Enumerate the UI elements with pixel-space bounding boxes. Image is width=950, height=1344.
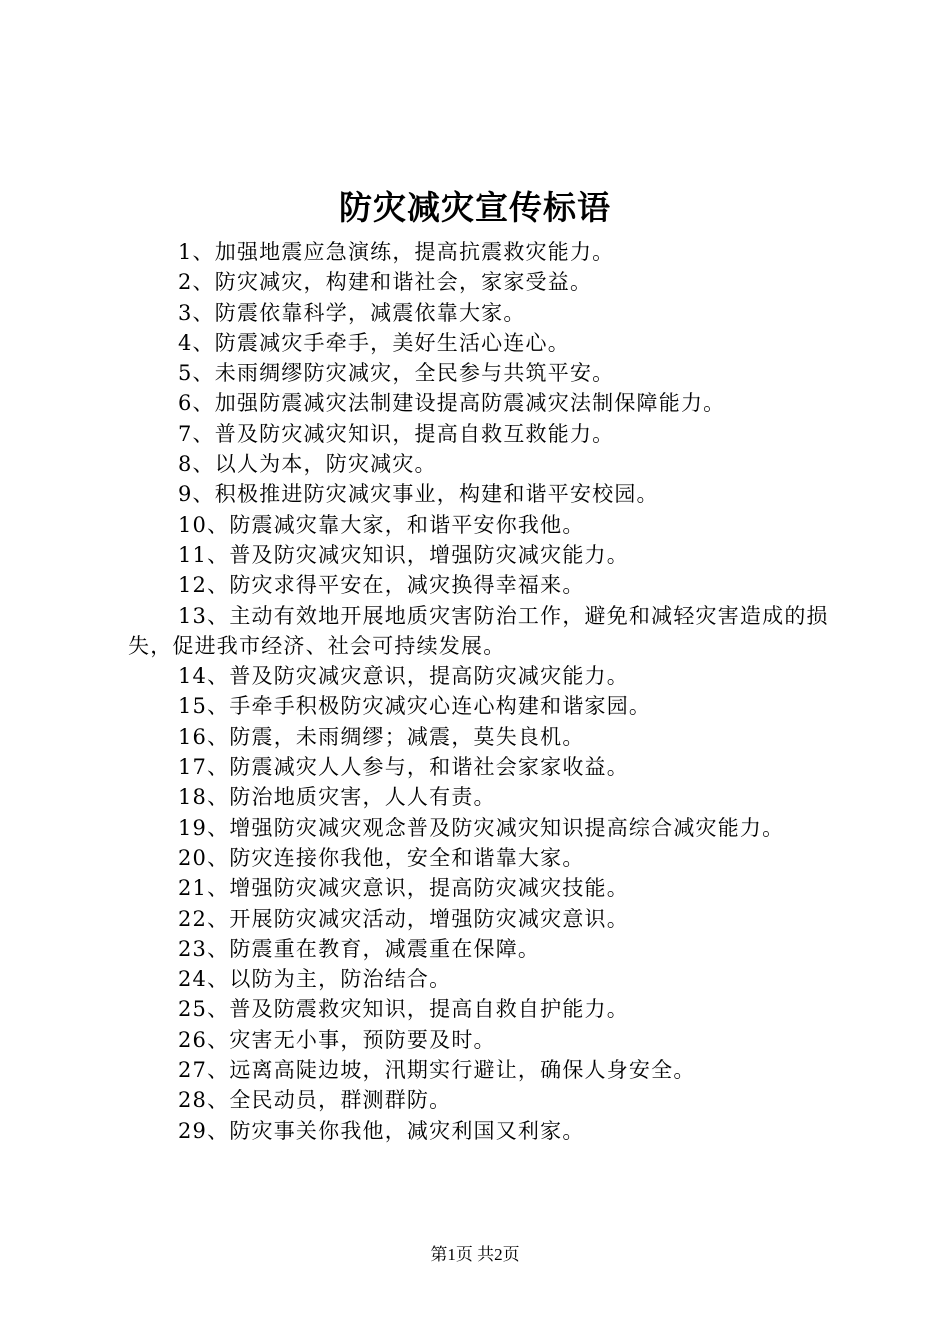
slogan-list (128, 237, 834, 1146)
list-item: 6、加强防震减灾法制建设提高防震减灾法制保障能力。 (178, 391, 726, 416)
list-item: 3、防震依靠科学，减震依靠大家。 (178, 300, 526, 325)
list-item: 14、普及防灾减灾意识，提高防灾减灾能力。 (178, 664, 629, 689)
list-item: 18、防治地质灾害，人人有责。 (178, 785, 496, 810)
list-item: 29、防灾事关你我他，减灾利国又利家。 (178, 1118, 585, 1143)
list-item: 13、主动有效地开展地质灾害防治工作，避免和减轻灾害造成的损失，促进我市经济、社会可持续发展。 (128, 603, 829, 658)
list-item: 7、普及防灾减灾知识，提高自救互救能力。 (178, 421, 615, 446)
list-item: 10、防震减灾靠大家，和谐平安你我他。 (178, 512, 585, 537)
list-item: 12、防灾求得平安在，减灾换得幸福来。 (178, 573, 585, 598)
list-item: 9、积极推进防灾减灾事业，构建和谐平安校园。 (178, 482, 659, 507)
list-item: 20、防灾连接你我他，安全和谐靠大家。 (178, 845, 585, 870)
list-item: 24、以防为主，防治结合。 (178, 967, 452, 992)
list-item: 15、手牵手积极防灾减灾心连心构建和谐家园。 (178, 694, 652, 719)
document-title: 防灾减灾宣传标语 (339, 188, 611, 227)
list-item: 23、防震重在教育，减震重在保障。 (178, 936, 541, 961)
list-item: 5、未雨绸缪防灾减灾，全民参与共筑平安。 (178, 361, 615, 386)
list-item: 27、远离高陡边坡，汛期实行避让，确保人身安全。 (178, 1058, 696, 1083)
list-item: 21、增强防灾减灾意识，提高防灾减灾技能。 (178, 876, 629, 901)
list-item: 28、全民动员，群测群防。 (178, 1088, 452, 1113)
list-item: 8、以人为本，防灾减灾。 (178, 452, 437, 477)
list-item: 26、灾害无小事，预防要及时。 (178, 1027, 496, 1052)
list-item: 2、防灾减灾，构建和谐社会，家家受益。 (178, 270, 593, 295)
list-item: 4、防震减灾手牵手，美好生活心连心。 (178, 330, 570, 355)
list-item: 1、加强地震应急演练，提高抗震救灾能力。 (178, 240, 615, 264)
list-item: 22、开展防灾减灾活动，增强防灾减灾意识。 (178, 906, 629, 931)
list-item: 16、防震，未雨绸缪；减震，莫失良机。 (178, 724, 585, 749)
list-item: 19、增强防灾减灾观念普及防灾减灾知识提高综合减灾能力。 (178, 815, 785, 840)
list-item: 17、防震减灾人人参与，和谐社会家家收益。 (178, 755, 629, 780)
list-item: 11、普及防灾减灾知识，增强防灾减灾能力。 (178, 542, 629, 567)
list-item: 25、普及防震救灾知识，提高自救自护能力。 (178, 997, 629, 1022)
page-footer: 第1页 共2页 (430, 1245, 520, 1264)
